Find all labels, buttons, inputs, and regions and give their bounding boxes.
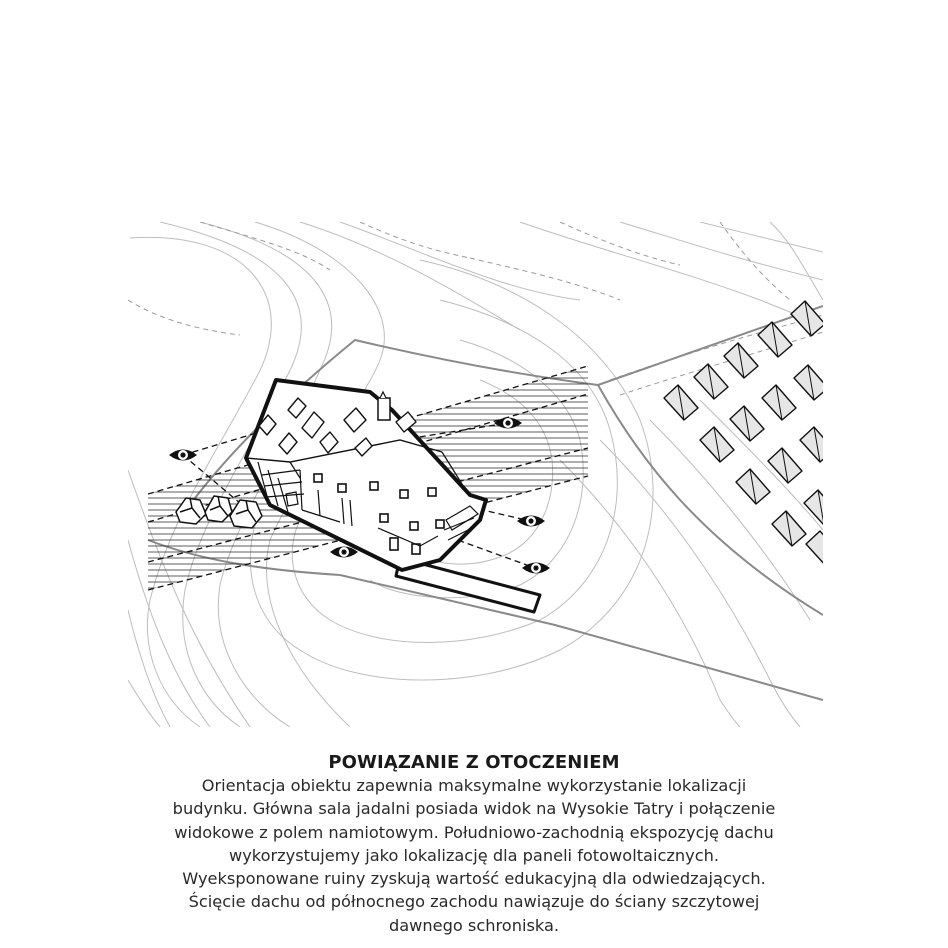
dashed-paths [128,222,823,395]
caption-line: dawnego schroniska. [388,915,560,935]
building-outline [246,380,486,570]
caption-line: wykorzystujemy jako lokalizację dla paneli fotowoltaicznych. [228,845,720,865]
ruins-stones [176,496,262,528]
caption-title: POWIĄZANIE Z OTOCZENIEM [328,752,620,773]
chimney [378,398,390,420]
building [246,380,486,570]
tent-field [664,301,840,566]
caption [90,752,858,937]
terrain-contours [128,222,823,727]
caption-body [90,774,858,937]
caption-line: budynku. Główna sala jadalni posiada widok na Wysokie Tatry i połączenie [172,799,776,819]
eye-icon [494,418,522,429]
eye-icon [169,450,197,461]
caption-line: Wyeksponowane ruiny zyskują wartość edukacyjną dla odwiedzających. [182,869,766,889]
tent-icon [806,531,840,566]
caption-line: Ścięcie dachu od północnego zachodu nawiązuje do ściany szczytowej [188,892,760,912]
caption-line: widokowe z polem namiotowym. Południowo-zachodnią ekspozycję dachu [174,822,774,842]
eye-icon [517,516,545,527]
caption-line: Orientacja obiektu zapewnia maksymalne wykorzystanie lokalizacji [201,776,747,795]
